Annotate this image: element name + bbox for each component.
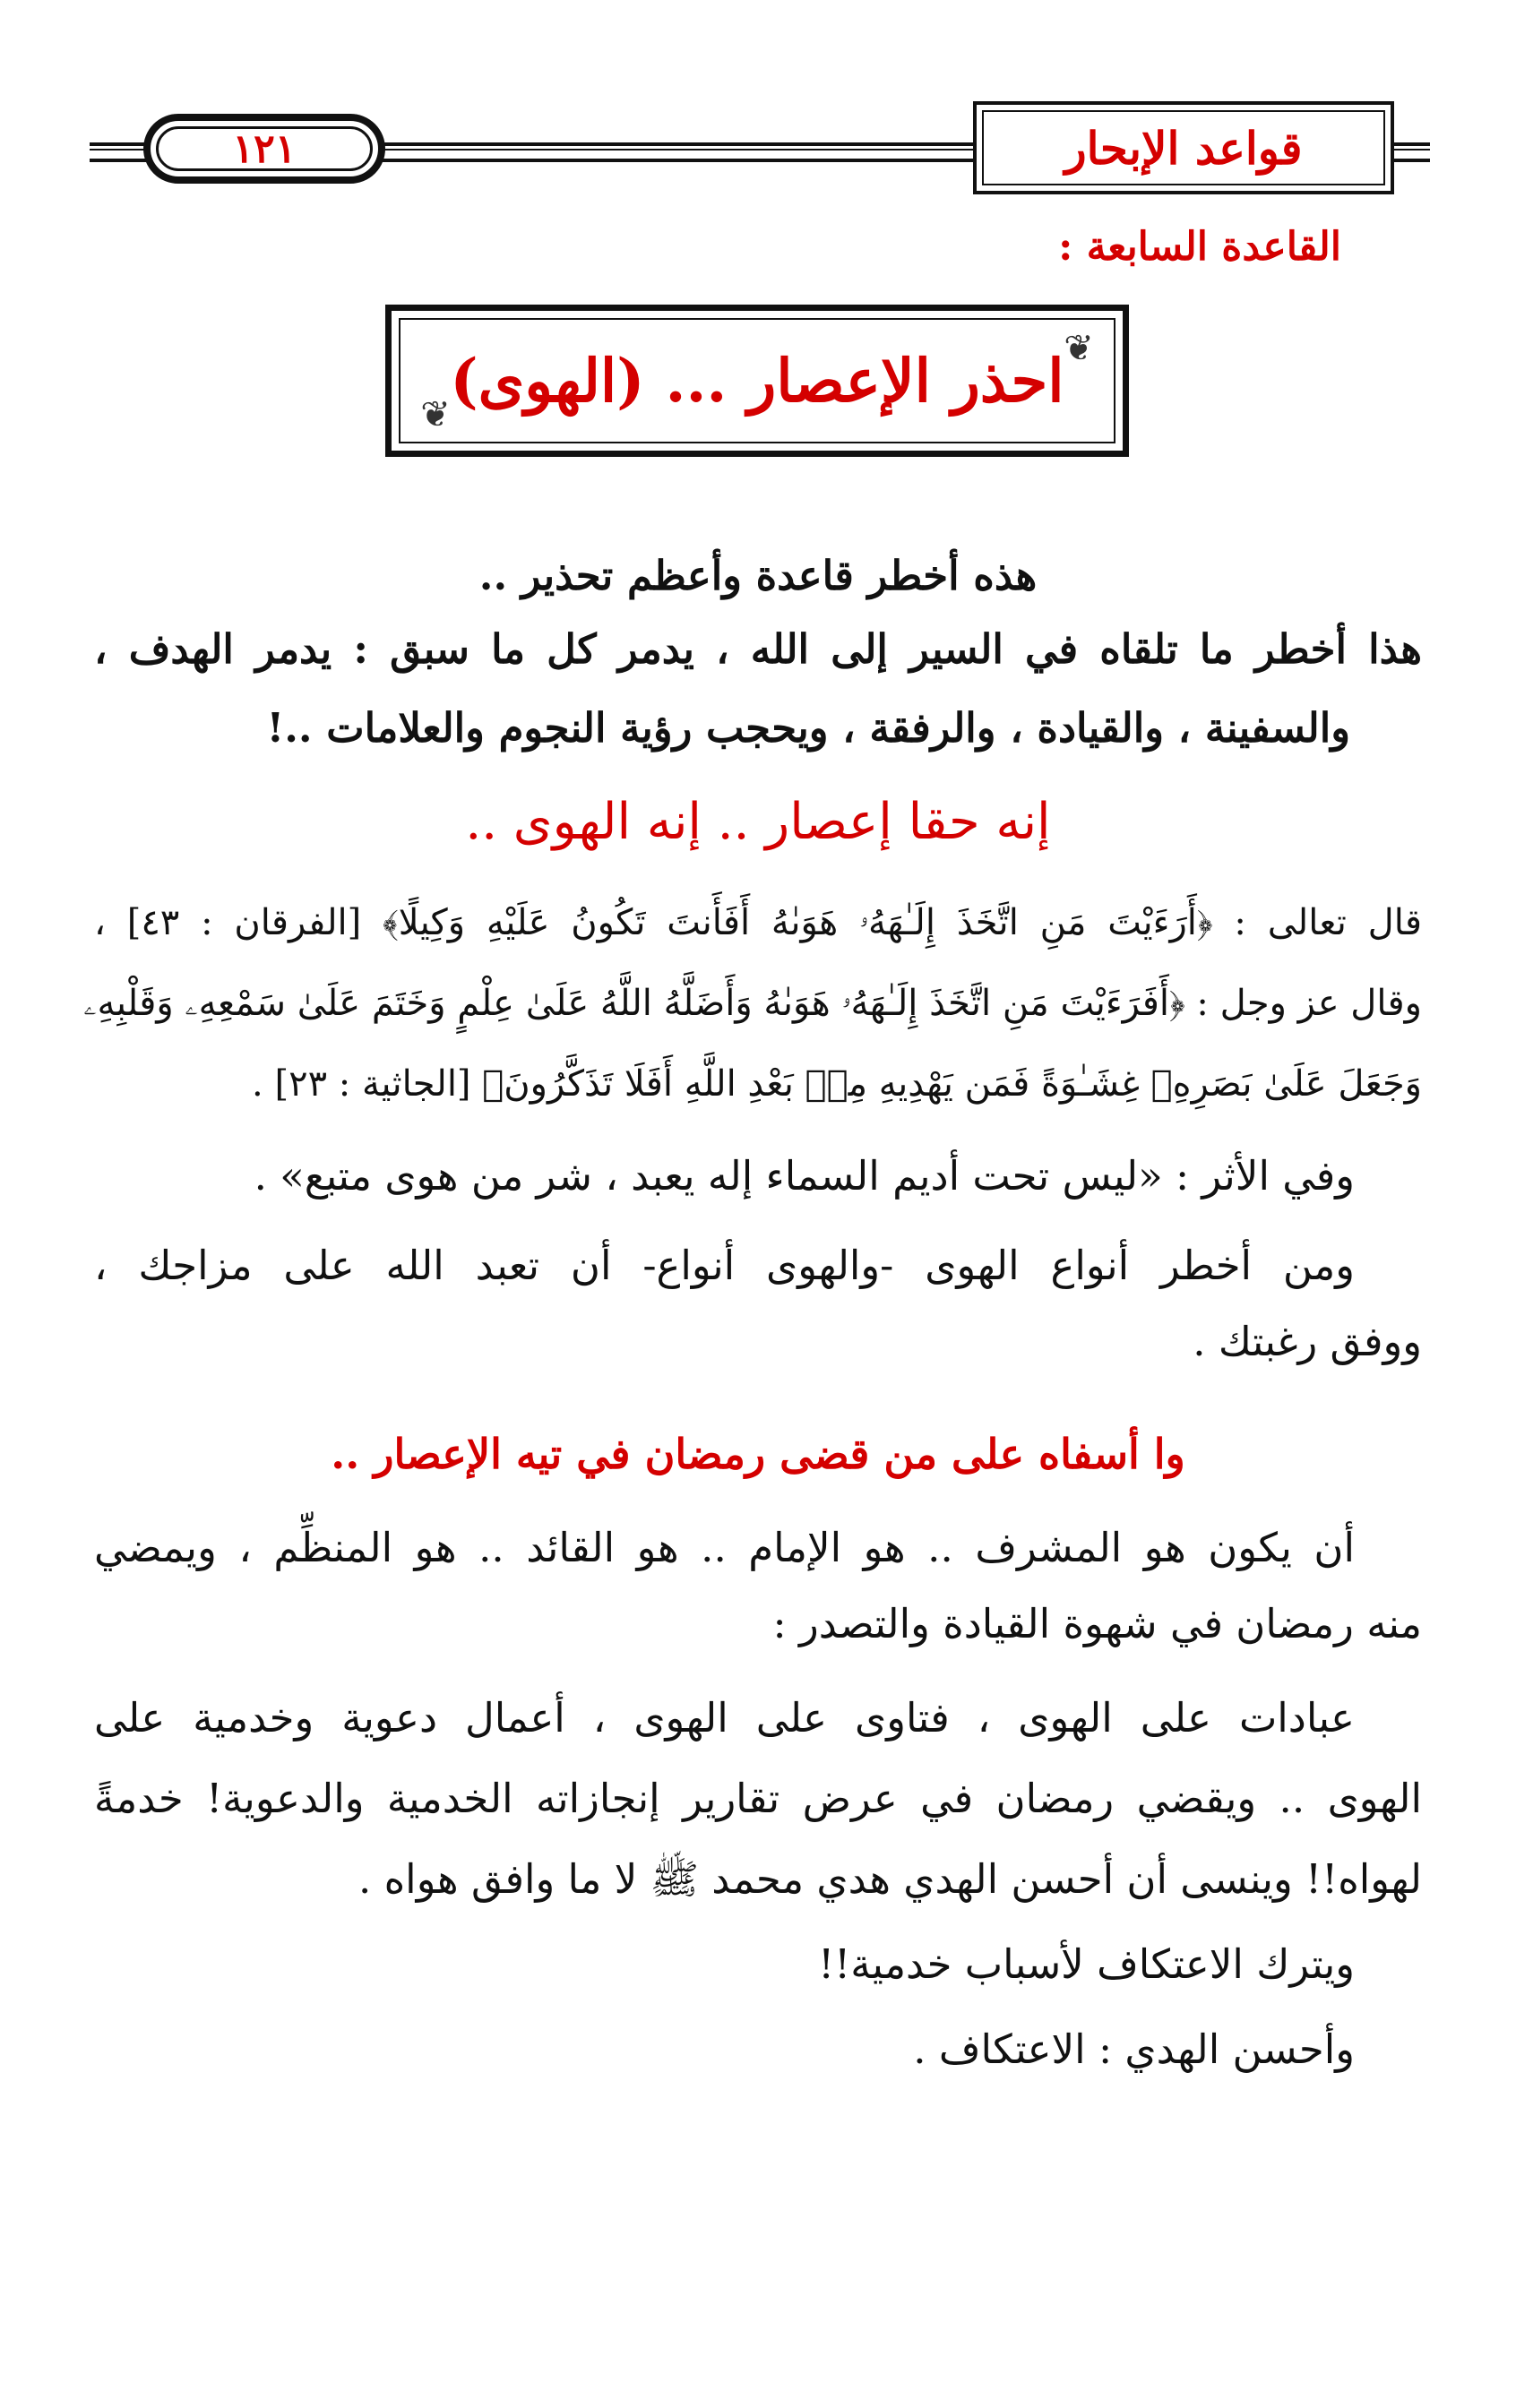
- rule-title: احذر الإعصار ... (الهوى): [450, 346, 1064, 416]
- paragraph-line: أن يكون هو المشرف .. هو الإمام .. هو القائد .. هو المنظِّم ، ويمضي: [94, 1524, 1355, 1571]
- book-title-box: [973, 101, 1394, 194]
- quran-verse-line: وَجَعَلَ عَلَىٰ بَصَرِهِۦ غِشَـٰوَةً فَمَن يَهْدِيهِ مِنۢ بَعْدِ اللَّهِ أَفَلَا تَذَكَّرُونَ﴾ [الجاثية : ٢٣] .: [252, 1063, 1422, 1105]
- section-heading: وا أسفاه على من قضى رمضان في تيه الإعصار ..: [331, 1430, 1185, 1478]
- paragraph-line: هذا أخطر ما تلقاه في السير إلى الله ، يدمر كل ما سبق : يدمر الهدف ،: [94, 625, 1422, 673]
- rule-label: القاعدة السابعة :: [1058, 224, 1341, 270]
- paragraph-line: الهوى .. ويقضي رمضان في عرض تقارير إنجازاته الخدمية والدعوية! خدمةً: [94, 1775, 1422, 1822]
- paragraph-line: ومن أخطر أنواع الهوى -والهوى أنواع- أن تعبد الله على مزاجك ،: [94, 1242, 1355, 1289]
- rule-title-frame: [385, 305, 1129, 457]
- paragraph-line: لهواه!! وينسى أن أحسن الهدي هدي محمد ﷺ لا ما وافق هواه .: [358, 1855, 1422, 1903]
- intro-line: هذه أخطر قاعدة وأعظم تحذير ..: [478, 552, 1038, 599]
- page-number: ١٢١: [232, 125, 297, 172]
- quran-verse-line: وقال عز وجل : ﴿أَفَرَءَيْتَ مَنِ اتَّخَذَ إِلَـٰهَهُۥ هَوَىٰهُ وَأَضَلَّهُ اللَّهُ عَلَىٰ عِلْمٍ وَخَتَمَ عَلَىٰ سَمْعِهِۦ وَقَلْبِهِۦ: [83, 983, 1422, 1024]
- book-title: قواعد الإبحار: [1064, 121, 1303, 175]
- quran-verse-line: قال تعالى : ﴿أَرَءَيْتَ مَنِ اتَّخَذَ إِلَـٰهَهُۥ هَوَىٰهُ أَفَأَنتَ تَكُونُ عَلَيْهِ وَكِيلًا﴾ [الفرقان : ٤٣] ،: [94, 902, 1422, 943]
- floral-ornament-icon: ❦: [1064, 328, 1094, 369]
- paragraph-line: ويترك الاعتكاف لأسباب خدمية!!: [818, 1940, 1355, 1988]
- paragraph-line: منه رمضان في شهوة القيادة والتصدر :: [772, 1600, 1422, 1647]
- paragraph-line: عبادات على الهوى ، فتاوى على الهوى ، أعمال دعوية وخدمية على: [94, 1694, 1355, 1742]
- section-heading: إنه حقا إعصار .. إنه الهوى ..: [465, 793, 1051, 851]
- paragraph-line: ووفق رغبتك .: [1193, 1318, 1422, 1365]
- page-number-badge: [143, 114, 385, 184]
- page-header: [90, 94, 1430, 202]
- paragraph-line: وأحسن الهدي : الاعتكاف .: [913, 2025, 1355, 2073]
- floral-ornament-icon: ❦: [420, 394, 451, 435]
- paragraph-line: والسفينة ، والقيادة ، والرفقة ، ويحجب رؤية النجوم والعلامات ..!: [266, 704, 1350, 752]
- athar-line: وفي الأثر : «ليس تحت أديم السماء إله يعبد ، شر من هوى متبع» .: [254, 1152, 1355, 1200]
